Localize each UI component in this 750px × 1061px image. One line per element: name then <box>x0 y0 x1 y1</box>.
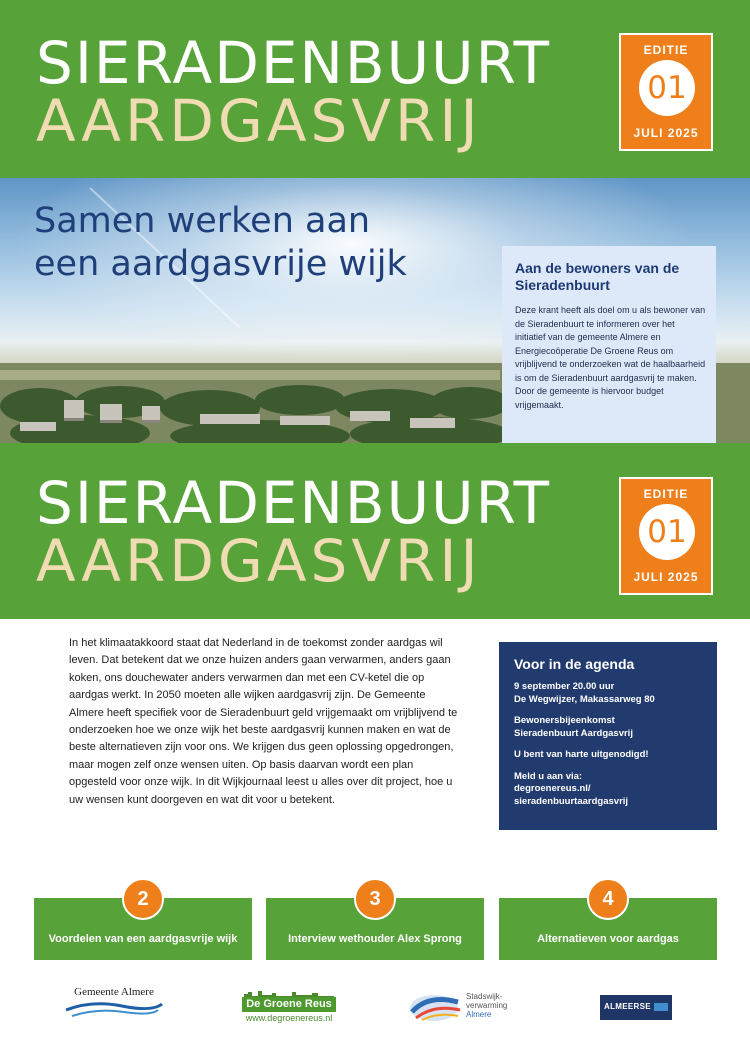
agenda-signup-label: Meld u aan via: <box>514 770 583 782</box>
hero-headline-line2: een aardgasvrije wijk <box>34 244 407 284</box>
agenda-box <box>499 642 717 830</box>
stadswijk-line3: Almere <box>466 1010 492 1019</box>
almeerse-accent-mark <box>654 1003 668 1011</box>
agenda-event-when-where <box>514 681 703 706</box>
notice-text: Deze krant heeft als doel om u als bewoner van de Sieradenbuurt te informeren over het initiatief van de gemeente Almere en Energiecoöperatie De Groene Reus om vrijblijvend te onderzoeken wat de haalbaarheid is om de Sieradenbuurt aardgasvrij te maken. Door de gemeente is hiervoor budget vrijgemaakt. <box>515 305 706 410</box>
edition-number: 01 <box>639 60 695 116</box>
agenda-signup <box>514 771 703 809</box>
almeerse-logo <box>600 995 672 1020</box>
masthead-top <box>0 0 750 178</box>
masthead-title-line1: SIERADENBUURT <box>36 469 552 537</box>
groene-reus-name: De Groene Reus <box>242 997 336 1012</box>
agenda-signup-link-part2[interactable]: sieradenbuurtaardgasvrij <box>514 795 629 807</box>
masthead-title-line2: AARDGASVRIJ <box>36 87 482 155</box>
residents-notice <box>502 246 716 444</box>
masthead-title-line1: SIERADENBUURT <box>36 29 552 97</box>
agenda-signup-link-part1[interactable]: degroenereus.nl/ <box>514 783 591 794</box>
agenda-date: 9 september 20.00 uur <box>514 681 615 692</box>
topic-tile-4[interactable] <box>499 888 717 960</box>
stadswijk-logo-text <box>466 992 507 1019</box>
masthead-title-line2: AARDGASVRIJ <box>36 527 482 595</box>
stadswijk-line2: verwarming <box>466 1001 508 1010</box>
edition-number: 01 <box>639 504 695 560</box>
almere-logo-text: Gemeente Almere <box>74 986 154 998</box>
groene-reus-url[interactable]: www.degroenereus.nl <box>245 1013 333 1023</box>
de-groene-reus-logo <box>242 990 336 1024</box>
edition-label: EDITIE <box>643 43 689 57</box>
topic-label: Alternatieven voor aardgas <box>537 933 679 945</box>
edition-badge <box>619 33 713 151</box>
stadswijk-swirl-icon <box>408 990 464 1024</box>
topic-number-badge: 4 <box>587 878 629 920</box>
intro-article-text: In het klimaatakkoord staat dat Nederland in de toekomst zonder aardgas wil leven. Dat betekent dat we onze huizen anders gaan verwarmen, anders gaan koken, ons douchewater anders verwarmen dan met een CV-ketel die op aardgas werkt. In 2050 moeten alle wijken aardgasvrij zijn. De Gemeente Almere heeft specifiek voor de Sieradenbuurt geld vrijgemaakt om vrijblijvend te onderzoeken hoe we onze wijk het beste aardgasvrij kunnen maken en wat de beste alternatieven zijn voor ons. We krijgen dus geen oplossing opgedrongen, maar mogen zelf onze wensen uiten. Op basis daarvan wordt een plan opgesteld voor onze wijk. In dit Wijkjournaal leest u alles over dit project, hoe u uw wensen kunt doorgeven en wat dit voor u betekent. <box>69 637 458 806</box>
agenda-location: De Wegwijzer, Makassarweg 80 <box>514 693 655 705</box>
stadswijkverwarming-almere-logo <box>408 990 518 1026</box>
agenda-event-name <box>514 715 703 740</box>
topic-tile-3[interactable] <box>266 888 484 960</box>
edition-date: JULI 2025 <box>633 126 699 140</box>
topic-label: Voordelen van een aardgasvrije wijk <box>48 933 238 945</box>
notice-title: Aan de bewoners van de Sieradenbuurt <box>515 260 680 293</box>
agenda-event-line1: Bewonersbijeenkomst <box>514 715 615 726</box>
edition-label: EDITIE <box>643 487 689 501</box>
gemeente-almere-logo <box>62 986 166 1026</box>
edition-date: JULI 2025 <box>633 570 699 584</box>
hero-headline-line1: Samen werken aan <box>34 201 371 241</box>
stadswijk-line1: Stadswijk- <box>466 992 503 1001</box>
agenda-invitation: U bent van harte uitgenodigd! <box>514 749 649 760</box>
almere-wave-icon <box>62 998 166 1018</box>
topic-number-badge: 3 <box>354 878 396 920</box>
topic-label: Interview wethouder Alex Sprong <box>288 933 462 945</box>
topic-number-badge: 2 <box>122 878 164 920</box>
hero-headline <box>34 200 407 286</box>
almeerse-logo-text: ALMEERSE <box>604 1002 651 1011</box>
agenda-title: Voor in de agenda <box>514 656 635 672</box>
masthead-second <box>0 443 750 619</box>
topic-tile-2[interactable] <box>34 888 252 960</box>
agenda-event-line2: Sieradenbuurt Aardgasvrij <box>514 727 633 739</box>
edition-badge <box>619 477 713 595</box>
